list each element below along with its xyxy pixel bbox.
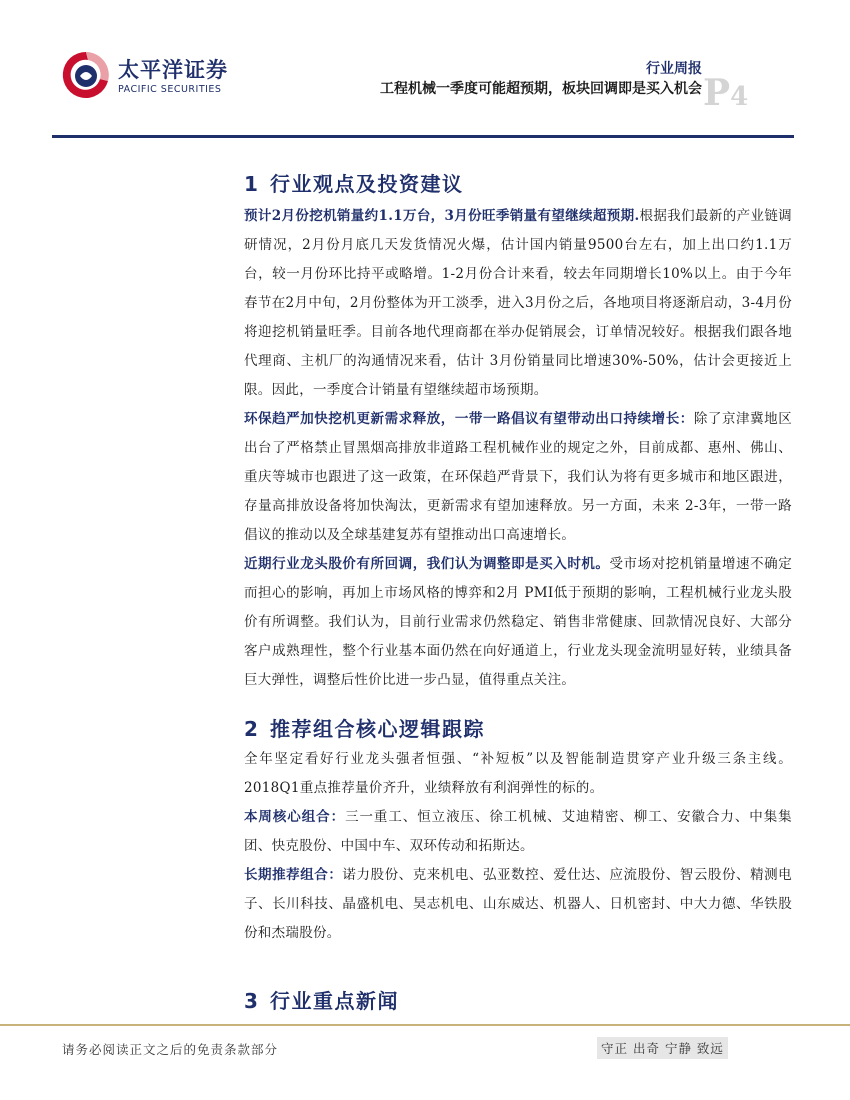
section-title: 行业观点及投资建议 xyxy=(270,172,464,196)
paragraph-text: 全年坚定看好行业龙头强者恒强、“补短板”以及智能制造贯穿产业升级三条主线。2018Q1重点推荐量价齐升，业绩释放有利润弹性的标的。 xyxy=(244,751,792,796)
paragraph xyxy=(244,745,792,803)
section-heading-1 xyxy=(244,168,464,197)
paragraph-text: 诺力股份、克来机电、弘亚数控、爱仕达、应流股份、智云股份、精测电子、长川科技、晶盛机电、昊志机电、山东威达、机器人、日机密封、中大力德、华铁股份和杰瑞股份。 xyxy=(244,867,792,941)
footer-divider xyxy=(0,1024,850,1026)
page-number-value: 4 xyxy=(730,82,749,112)
paragraph-text: 三一重工、恒立液压、徐工机械、艾迪精密、柳工、安徽合力、中集集团、快克股份、中国中车、双环传动和拓斯达。 xyxy=(244,809,792,854)
section-number: 2 xyxy=(244,717,260,741)
paragraph xyxy=(244,550,792,695)
section-heading-2 xyxy=(244,713,485,742)
report-type: 行业周报 xyxy=(646,61,702,77)
section-heading-3 xyxy=(244,985,399,1014)
paragraph-text: 受市场对挖机销量增速不确定而担心的影响，再加上市场风格的博弈和2月 PMI低于预期的影响，工程机械行业龙头股价有所调整。我们认为，目前行业需求仍然稳定、销售非常健康、回款情况良好、大部分客户成熟理性，整个行业基本面仍然在向好通道上，行业龙头现金流明显好转，业绩具备巨大弹性，调整后性价比进一步凸显，值得重点关注。 xyxy=(244,556,792,688)
header-divider xyxy=(52,135,794,138)
section-body-1 xyxy=(244,202,792,695)
company-logo xyxy=(58,48,318,102)
footer-disclaimer: 请务必阅读正文之后的免责条款部分 xyxy=(62,1042,279,1057)
section-body-2 xyxy=(244,745,792,948)
paragraph xyxy=(244,202,792,405)
paragraph xyxy=(244,861,792,948)
paragraph-text: 根据我们最新的产业链调研情况，2月份月底几天发货情况火爆，估计国内销量9500台左右，加上出口约1.1万台，较一月份环比持平或略增。1-2月份合计来看，较去年同期增长10%以上。由于今年春节在2月中旬，2月份整体为开工淡季，进入3月份之后，各地项目将逐渐启动，3-4月份将迎挖机销量旺季。目前各地代理商都在举办促销展会，订单情况较好。根据我们跟各地代理商、主机厂的沟通情况来看，估计 3月份销量同比增速30%-50%，估计会更接近上限。因此，一季度合计销量有望继续超市场预期。 xyxy=(244,208,792,398)
paragraph-lead: 预计2月份挖机销量约1.1万台，3月份旺季销量有望继续超预期. xyxy=(244,208,640,224)
paragraph xyxy=(244,405,792,550)
logo-english-name: PACIFIC SECURITIES xyxy=(118,84,222,95)
paragraph-lead: 环保趋严加快挖机更新需求释放，一带一路倡议有望带动出口持续增长： xyxy=(244,411,694,427)
section-number: 3 xyxy=(244,989,260,1013)
pacific-securities-logo-icon xyxy=(58,48,114,102)
paragraph-text: 除了京津冀地区出台了严格禁止冒黑烟高排放非道路工程机械作业的规定之外，目前成都、惠州、佛山、重庆等城市也跟进了这一政策，在环保趋严背景下，我们认为将有更多城市和地区跟进，存量高排放设备将加快淘汰，更新需求有望加速释放。另一方面，未来 2-3年，一带一路倡议的推动以及全球基建复苏有望推动出口高速增长。 xyxy=(244,411,792,543)
page-header xyxy=(0,0,850,140)
section-title: 推荐组合核心逻辑跟踪 xyxy=(270,717,485,741)
page-number xyxy=(703,72,748,114)
report-title: 工程机械一季度可能超预期，板块回调即是买入机会 xyxy=(380,81,702,97)
paragraph-lead: 近期行业龙头股价有所回调，我们认为调整即是买入时机。 xyxy=(244,556,610,572)
section-title: 行业重点新闻 xyxy=(270,989,399,1013)
paragraph-lead: 本周核心组合： xyxy=(244,809,346,825)
footer-motto: 守正 出奇 宁静 致远 xyxy=(597,1037,728,1059)
section-number: 1 xyxy=(244,172,260,196)
paragraph-lead: 长期推荐组合： xyxy=(244,867,343,883)
page-prefix: P xyxy=(703,72,731,114)
logo-chinese-name: 太平洋证券 xyxy=(118,58,228,82)
paragraph xyxy=(244,803,792,861)
